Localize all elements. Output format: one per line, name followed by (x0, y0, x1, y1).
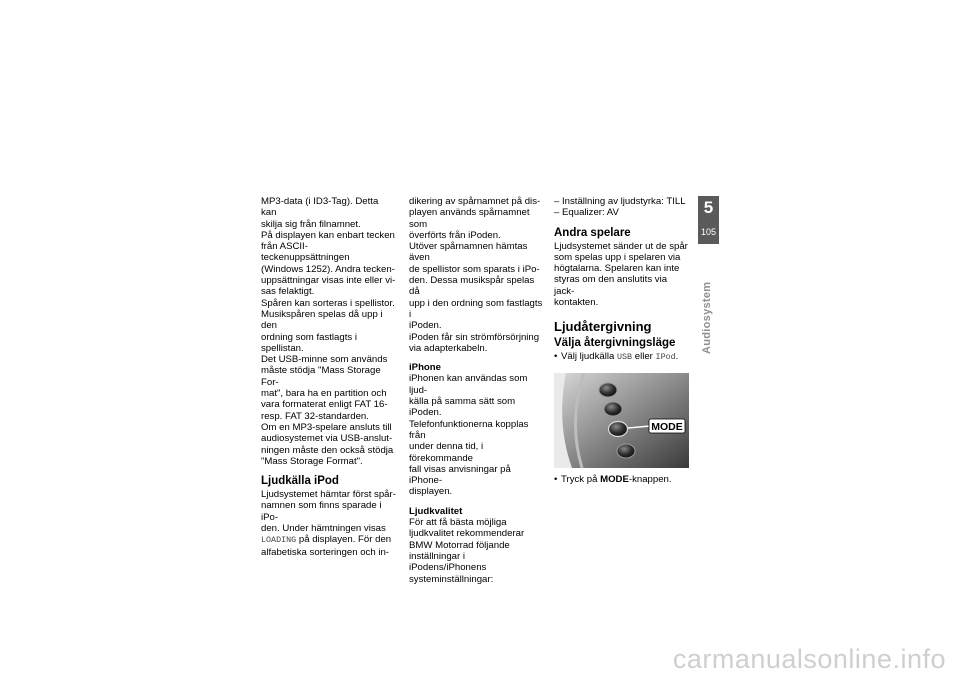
dash-marker: – (554, 196, 560, 207)
text-line: dikering av spårnamnet på dis- (409, 196, 541, 207)
text-line: audiosystemet via USB-anslut- (261, 433, 393, 445)
display-text-loading: LOADING (261, 535, 297, 546)
list-item (554, 474, 689, 485)
text-line: Om en MP3-spelare ansluts till (261, 421, 392, 433)
text-line: Inställning av ljudstyrka: TILL (562, 196, 686, 207)
paragraph-playlists (261, 298, 396, 354)
section-label: Audiosystem (701, 281, 713, 354)
text-line: inställningar i iPodens/iPhonens (409, 550, 487, 574)
text-line: kontakten. (554, 297, 599, 309)
text-line: högtalarna. Spelaren kan inte (554, 263, 680, 275)
dash-marker: – (554, 207, 560, 219)
text-line: vara formaterat enligt FAT 16- (261, 399, 388, 411)
paragraph-ipod (261, 489, 396, 558)
text-line: resp. FAT 32-standarden. (261, 410, 369, 422)
text-line: Det USB-minne som används (261, 354, 388, 366)
text-line: överförts från iPoden. (409, 229, 501, 241)
panel-button (604, 402, 622, 416)
text-line: alfabetiska sorteringen och in- (261, 546, 389, 558)
text-line: som spelas upp i spelaren via (554, 251, 681, 263)
text-line: iPoden får sin strömförsörjning (409, 331, 540, 343)
text-line: displayen. (409, 486, 453, 498)
text-line: den. Under hämtningen visas (261, 523, 386, 535)
text-line: Musikspåren spelas då upp i den (261, 308, 383, 332)
panel-button (617, 444, 635, 458)
text-line: "Mass Storage Format". (261, 455, 363, 467)
text-line: Utöver spårnamnen hämtas även (409, 241, 528, 264)
heading-ljudkalla-ipod: Ljudkälla iPod (261, 475, 339, 488)
text-fragment: Välj ljudkälla (561, 351, 617, 363)
text-line: För att få bästa möjliga (409, 517, 507, 529)
display-text-usb: USB (617, 352, 633, 363)
text-line: ningen måste den också stödja (261, 444, 394, 456)
paragraph-ljudkvalitet (409, 517, 543, 585)
text-line: på displayen. För den (296, 534, 392, 546)
mode-label: MODE (600, 473, 629, 485)
heading-valja-atergivningslage: Välja återgivningsläge (554, 337, 676, 350)
text-line (561, 474, 672, 485)
text-line: måste stödja "Mass Storage For- (261, 365, 381, 388)
bullet-marker: • (554, 473, 558, 485)
text-line: playen används spårnamnet som (409, 207, 530, 230)
heading-iphone: iPhone (409, 362, 441, 374)
bullet-marker: • (554, 351, 558, 363)
watermark: carmanualsonline.info (672, 644, 946, 674)
text-line: ljudkvalitet rekommenderar (409, 528, 525, 540)
text-fragment: . (675, 351, 679, 363)
text-line: uppsättningar visas inte eller vi- (261, 275, 396, 287)
paragraph-id3 (261, 196, 396, 230)
paragraph-track-names (409, 196, 543, 241)
text-column-2 (409, 196, 543, 585)
display-text-ipod: IPod (655, 352, 676, 363)
text-column-3 (554, 196, 689, 485)
text-line: via adapterkabeln. (409, 342, 488, 354)
text-line (561, 351, 678, 363)
paragraph-iphone (409, 373, 543, 497)
text-line: iPoden. (409, 320, 442, 332)
text-line: källa på samma sätt som iPoden. (409, 396, 516, 419)
list-item (554, 351, 689, 363)
heading-andra-spelare: Andra spelare (554, 226, 631, 239)
list-item (554, 196, 689, 207)
mode-panel-button (609, 421, 628, 436)
heading-ljudkvalitet: Ljudkvalitet (409, 505, 463, 517)
paragraph-ascii (261, 230, 396, 298)
paragraph-usb-storage (261, 354, 396, 422)
text-line: På displayen kan enbart tecken (261, 229, 395, 241)
text-line: Ljudsystemet hämtar först spår- (261, 489, 396, 501)
text-column-1 (261, 196, 396, 558)
text-line: skilja sig från filnamnet. (261, 218, 361, 230)
panel-button (599, 383, 617, 397)
text-fragment: eller (632, 351, 656, 363)
text-fragment: Tryck på (561, 473, 601, 485)
text-line: fall visas anvisningar på iPhone- (409, 463, 511, 487)
mode-callout-label: MODE (651, 420, 683, 433)
paragraph-ipod-playlists (409, 241, 543, 331)
paragraph-other-players (554, 241, 689, 309)
text-line: (Windows 1252). Andra tecken- (261, 263, 395, 275)
text-fragment: -knappen. (628, 473, 672, 485)
text-line: upp i den ordning som fastlagts i (409, 297, 543, 320)
text-line: Ljudsystemet sänder ut de spår (554, 240, 688, 252)
text-line: mat", bara ha en partition och (261, 388, 387, 400)
page-number: 105 (700, 227, 717, 237)
text-line: den. Dessa musikspår spelas då (409, 275, 535, 298)
paragraph-mp3-player (261, 422, 396, 467)
text-line: MP3-data (i ID3-Tag). Detta kan (261, 196, 379, 219)
paragraph-power-supply (409, 332, 543, 355)
text-line: under denna tid, i förekommande (409, 441, 484, 464)
text-line: iPhonen kan användas som ljud- (409, 373, 528, 396)
list-item (554, 207, 689, 218)
text-line: styras om den anslutits via jack- (554, 274, 668, 297)
text-line: från ASCII-teckenuppsättningen (261, 241, 350, 264)
text-line: ordning som fastlagts i spellistan. (261, 331, 357, 354)
text-line: sas felaktigt. (261, 286, 315, 298)
text-line: systeminställningar: (409, 573, 494, 585)
mode-button-photo (554, 373, 689, 468)
text-line: Telefonfunktionerna kopplas från (409, 418, 529, 441)
heading-ljudatergivning: Ljudåtergivning (554, 319, 652, 335)
text-line: namnen som finns sparade i iPo- (261, 500, 382, 523)
text-line: BMW Motorrad följande (409, 539, 510, 551)
chapter-number: 5 (703, 198, 714, 217)
text-line: Equalizer: AV (562, 207, 619, 219)
text-line: de spellistor som sparats i iPo- (409, 263, 540, 275)
text-line: Spåren kan sorteras i spellistor. (261, 297, 395, 309)
